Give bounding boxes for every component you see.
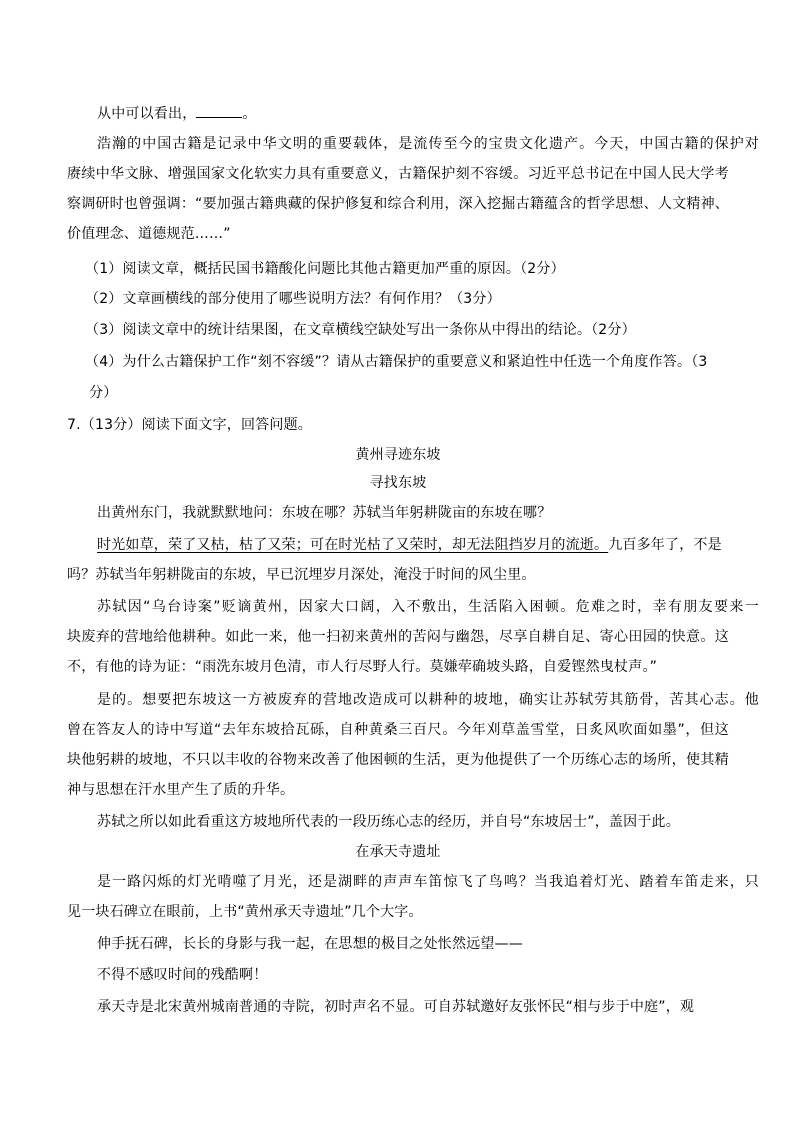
section-title-find-dongpo: 寻找东坡 — [369, 475, 427, 491]
para-guji-line: 察调研时也曾强调：“要加强古籍典藏的保护修复和综合利用，深入挖掘古籍蕴含的哲学思想、人文精神、 — [67, 196, 729, 212]
answer-blank[interactable] — [196, 105, 242, 118]
question-7-header: 7.（13分）阅读下面文字，回答问题。 — [67, 417, 312, 433]
question-6-3: （3）阅读文章中的统计结果图，在文章横线空缺处写出一条你从中得出的结论。（2分） — [85, 322, 636, 338]
s1-para-4-line: 是的。想要把东坡这一方被废弃的营地改造成可以耕种的坡地，确实让苏轼劳其筋骨，苦其心志。他 — [97, 692, 759, 708]
para-guji-line: 价值理念、道德规范……” — [67, 226, 231, 242]
question-6-4-cont: 分） — [89, 385, 118, 401]
question-6-2: （2）文章画横线的部分使用了哪些说明方法？有何作用？（3分） — [85, 291, 501, 307]
para-guji-line: 赓续中华文脉、增强国家文化软实力具有重要意义，古籍保护刻不容缓。习近平总书记在中国人民大学考 — [67, 166, 729, 182]
s1-para-4-line: 块他躬耕的坡地，不只以丰收的谷物来改善了他困顿的生活，更为他提供了一个历练心志的场所，使其精 — [67, 752, 729, 768]
s1-para-4-line: 神与思想在汗水里产生了质的升华。 — [67, 782, 295, 798]
s1-para-3-line: 不，有他的诗为证：“雨洗东坡月色清，市人行尽野人行。莫嫌荦确坡头路，自爱铿然曳杖声。” — [67, 659, 658, 675]
s1-para-2-line-2: 吗？苏轼当年躬耕陇亩的东坡，早已沉埋岁月深处，淹没于时间的风尘里。 — [67, 567, 536, 583]
s1-para-1: 出黄州东门，我就默默地问：东坡在哪？苏轼当年躬耕陇亩的东坡在哪？ — [97, 505, 552, 521]
article-title: 黄州寻迹东坡 — [355, 447, 441, 463]
para-guji-line: 浩瀚的中国古籍是记录中华文明的重要载体，是流传至今的宝贵文化遗产。今天，中国古籍的保护对 — [97, 136, 759, 152]
s2-para-2: 伸手抚石碑，长长的身影与我一起，在思想的极目之处怅然远望—— — [97, 936, 523, 952]
conclusion-prompt: 从中可以看出， 。 — [97, 106, 257, 122]
s2-para-1-line: 见一块石碑立在眼前，上书“黄州承天寺遗址”几个大字。 — [67, 904, 423, 920]
s1-para-2-line-1: 时光如草，荣了又枯，枯了又荣；可在时光枯了又荣时，却无法阻挡岁月的流逝。九百多年了，不是 — [97, 537, 722, 553]
section-title-chengtian-temple: 在承天寺遗址 — [355, 844, 441, 860]
s2-para-3: 不得不感叹时间的残酷啊！ — [97, 967, 268, 983]
s1-para-4-line: 曾在答友人的诗中写道“去年东坡拾瓦砾，自种黄桑三百尺。今年刈草盖雪堂，日炙风吹面如墨”，但这 — [67, 722, 729, 738]
s1-para-5: 苏轼之所以如此看重这方坡地所代表的一段历练心志的经历，并自号“东坡居士”，盖因于此。 — [97, 814, 680, 830]
underlined-sentence: 时光如草，荣了又枯，枯了又荣；可在时光枯了又荣时，却无法阻挡岁月的流逝。 — [97, 537, 609, 553]
question-6-4: （4）为什么古籍保护工作“刻不容缓”？请从古籍保护的重要意义和紧迫性中任选一个角度作答。（3 — [85, 354, 708, 370]
s1-para-3-line: 苏轼因“乌台诗案”贬谪黄州，因家大口阔，入不敷出，生活陷入困顿。危难之时，幸有朋友要来一 — [97, 599, 759, 615]
s2-para-1-line: 是一路闪烁的灯光啃噬了月光，还是湖畔的声声车笛惊飞了鸟鸣？当我追着灯光、踏着车笛走来，只 — [97, 874, 759, 890]
s2-para-4: 承天寺是北宋黄州城南普通的寺院，初时声名不显。可自苏轼邀好友张怀民“相与步于中庭”，观 — [97, 999, 695, 1015]
question-6-1: （1）阅读文章，概括民国书籍酸化问题比其他古籍更加严重的原因。（2分） — [85, 261, 565, 277]
s1-para-3-line: 块废弃的营地给他耕种。如此一来，他一扫初来黄州的苦闷与幽怨，尽享自耕自足、寄心田园的快意。这 — [67, 629, 729, 645]
